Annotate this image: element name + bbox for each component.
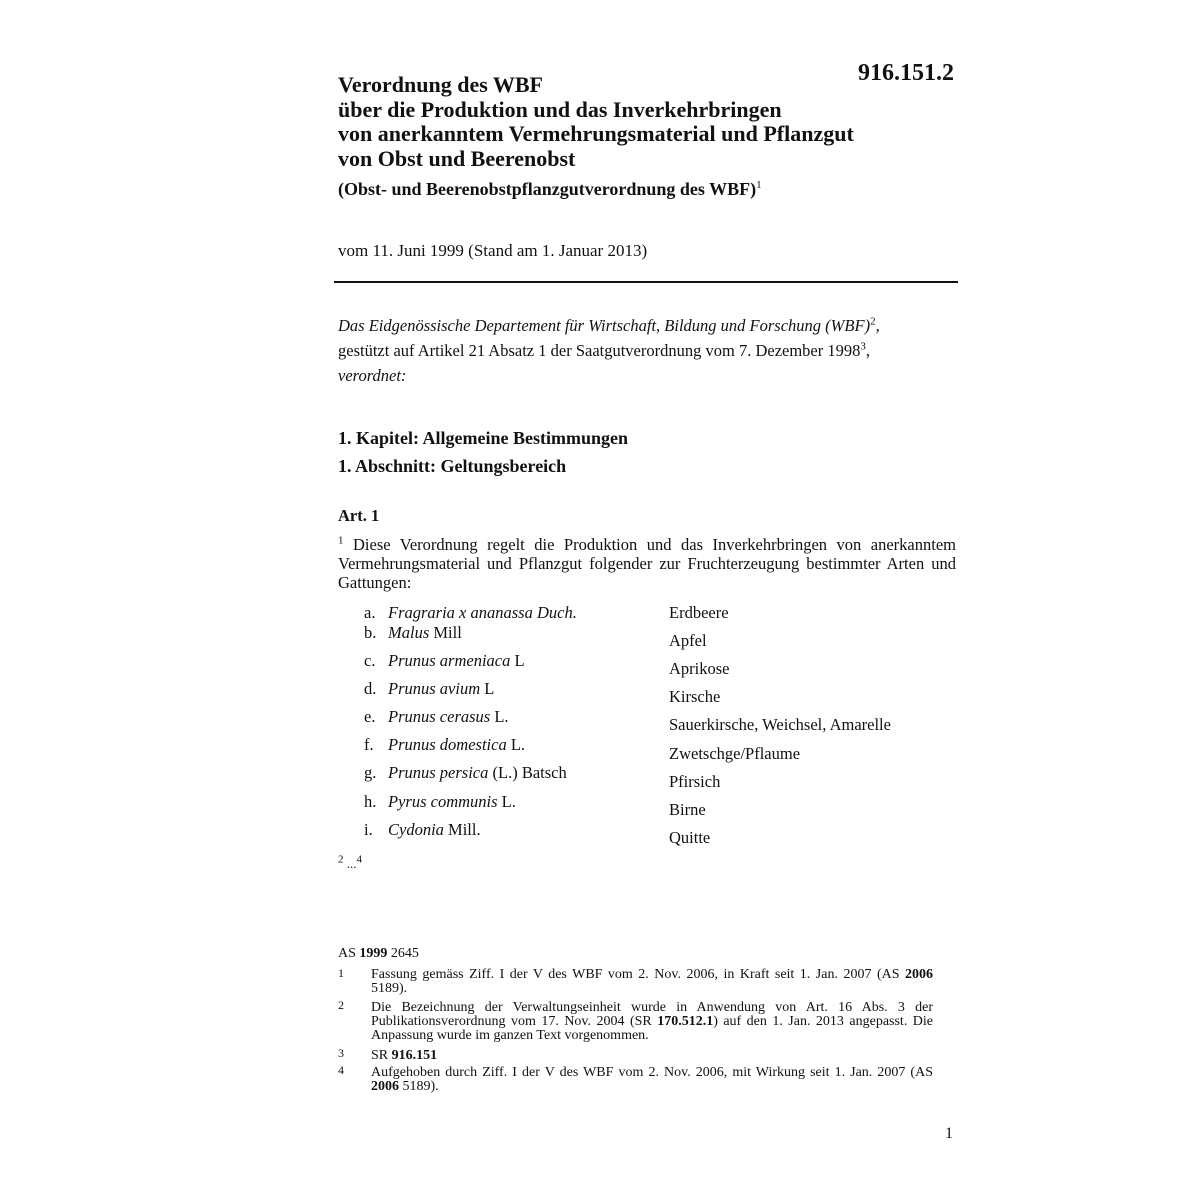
as-reference: AS 1999 2645 bbox=[338, 946, 419, 961]
list-letter: f. bbox=[364, 735, 374, 754]
list-common-name: Birne bbox=[669, 800, 706, 819]
list-latin-name: Prunus armeniaca L bbox=[388, 651, 525, 670]
list-common-name: Pfirsich bbox=[669, 772, 721, 791]
footnote-number: 1 bbox=[338, 966, 344, 980]
preamble-authority: Das Eidgenössische Departement für Wirtschaft, Bildung und Forschung (WBF) bbox=[338, 316, 871, 335]
sr-number: 916.151.2 bbox=[858, 60, 954, 86]
list-common-name: Erdbeere bbox=[669, 603, 729, 622]
footnote-number: 2 bbox=[338, 998, 344, 1012]
page-number: 1 bbox=[945, 1125, 953, 1142]
list-letter: b. bbox=[364, 623, 377, 642]
article-paragraph-2: $^2$ ...$^4$ bbox=[338, 853, 362, 871]
footnote-text: Fassung gemäss Ziff. I der V des WBF vom 2. Nov. 2006, in Kraft seit 1. Jan. 2007 (AS 2006 5189). bbox=[371, 967, 933, 996]
list-common-name: Sauerkirsche, Weichsel, Amarelle bbox=[669, 715, 891, 734]
section-heading: 1. Abschnitt: Geltungsbereich bbox=[338, 456, 567, 476]
title-line: von Obst und Beerenobst bbox=[338, 145, 576, 171]
list-common-name: Kirsche bbox=[669, 687, 721, 706]
list-latin-name: Prunus cerasus L. bbox=[388, 707, 509, 726]
issue-date: vom 11. Juni 1999 (Stand am 1. Januar 2013) bbox=[338, 241, 648, 260]
footnote-text: Die Bezeichnung der Verwaltungseinheit wurde in Anwendung von Art. 16 Abs. 3 der Publikationsverordnung vom 17. Nov. 2004 (SR 170.512.1) auf den 1. Jan. 2013 angepasst. Die Anpassung wurde im ganzen Text vorgenommen. bbox=[371, 1000, 933, 1043]
paragraph-number: 1 bbox=[338, 534, 344, 547]
list-letter: h. bbox=[364, 792, 377, 811]
list-latin-name: Prunus persica (L.) Batsch bbox=[388, 763, 567, 782]
short-title bbox=[338, 179, 762, 200]
list-letter: a. bbox=[364, 603, 376, 622]
short-title-text: (Obst- und Beerenobstpflanzgutverordnung des WBF) bbox=[338, 179, 757, 199]
list-latin-name: Fragraria x ananassa Duch. bbox=[388, 603, 577, 622]
preamble-basis: gestützt auf Artikel 21 Absatz 1 der Saatgutverordnung vom 7. Dezember 1998 bbox=[338, 341, 861, 360]
footnote-number: 4 bbox=[338, 1063, 344, 1077]
footnote-ref[interactable]: 1 bbox=[756, 179, 762, 191]
article-heading: Art. 1 bbox=[338, 506, 380, 525]
list-letter: g. bbox=[364, 763, 377, 782]
footnote-text: Aufgehoben durch Ziff. I der V des WBF vom 2. Nov. 2006, mit Wirkung seit 1. Jan. 2007 (AS 2006 5189). bbox=[371, 1065, 933, 1094]
title-line: von anerkanntem Vermehrungsmaterial und Pflanzgut bbox=[338, 121, 854, 146]
list-common-name: Zwetschge/Pflaume bbox=[669, 744, 801, 763]
list-letter: d. bbox=[364, 679, 377, 698]
title-line: über die Produktion und das Inverkehrbringen bbox=[338, 96, 782, 122]
chapter-heading: 1. Kapitel: Allgemeine Bestimmungen bbox=[338, 428, 628, 448]
list-latin-name: Prunus domestica L. bbox=[388, 735, 526, 754]
list-letter: i. bbox=[364, 820, 373, 839]
list-common-name: Apfel bbox=[669, 631, 707, 650]
footnote-text: SR 916.151 bbox=[371, 1048, 438, 1063]
list-common-name: Quitte bbox=[669, 828, 711, 847]
divider bbox=[334, 281, 958, 283]
list-latin-name: Malus Mill bbox=[388, 623, 462, 642]
list-letter: c. bbox=[364, 651, 376, 670]
footnote-number: 3 bbox=[338, 1046, 344, 1060]
footnote-ref[interactable]: 4 bbox=[356, 853, 362, 866]
footnote-ref[interactable]: 3 bbox=[860, 340, 866, 353]
document-title bbox=[338, 73, 938, 171]
preamble-decree: verordnet: bbox=[338, 366, 407, 385]
list-common-name: Aprikose bbox=[669, 659, 730, 678]
list-latin-name: Cydonia Mill. bbox=[388, 820, 481, 839]
preamble: Das Eidgenössische Departement für Wirtschaft, Bildung und Forschung (WBF)$^2$, gestützt auf Artikel 21 Absatz 1 der Saatgutverordnung vom 7. Dezember 1998$^3$, verordnet: bbox=[338, 313, 958, 388]
list-letter: e. bbox=[364, 707, 376, 726]
article-paragraph-1: $^1$ Diese Verordnung regelt die Produktion und das Inverkehrbringen von anerkanntem Vermehrungsmaterial und Pflanzgut folgender zur Fruchterzeugung bestimmter Arten und Gattungen: bbox=[338, 534, 956, 592]
paragraph-number: 2 bbox=[338, 853, 344, 866]
list-latin-name: Prunus avium L bbox=[388, 679, 495, 698]
list-latin-name: Pyrus communis L. bbox=[388, 792, 516, 811]
footnote-ref[interactable]: 2 bbox=[870, 315, 876, 328]
title-line: Verordnung des WBF bbox=[338, 72, 543, 97]
